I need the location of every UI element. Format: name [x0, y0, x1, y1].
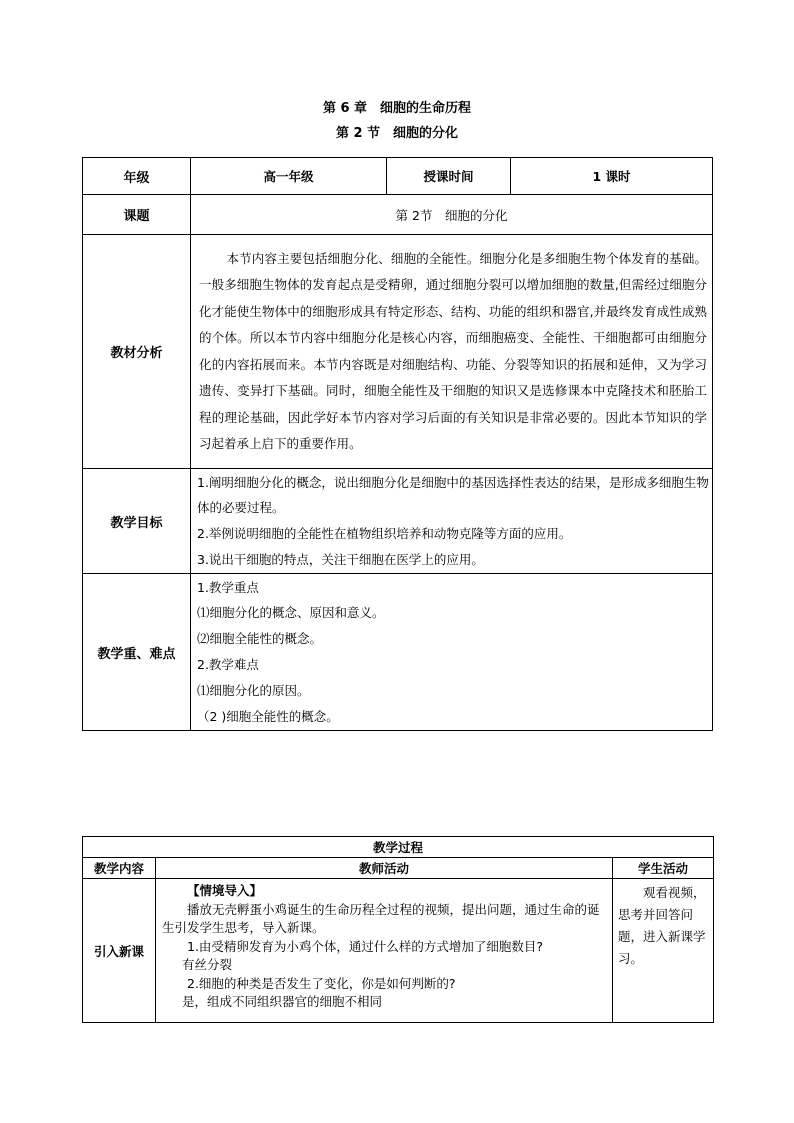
goal-item: 1.阐明细胞分化的概念，说出细胞分化是细胞中的基因选择性表达的结果，是形成多细胞生物体的必要过程。 — [197, 474, 709, 516]
grade-label: 年级 — [83, 158, 191, 195]
key-point-item: ⑵细胞全能性的概念。 — [197, 631, 323, 647]
topic-row — [83, 195, 713, 235]
col-header-content: 教学内容 — [83, 858, 156, 879]
col-header-student: 学生活动 — [613, 858, 714, 879]
col-header-teacher: 教师活动 — [156, 858, 613, 879]
process-title-row — [83, 837, 714, 858]
goal-item: 3.说出干细胞的特点，关注干细胞在医学上的应用。 — [197, 551, 484, 567]
goal-item: 2.举例说明细胞的全能性在植物组织培养和动物克隆等方面的应用。 — [197, 526, 572, 541]
chapter-title: 第 6 章 细胞的生命历程 — [322, 101, 472, 116]
key-points-label: 教学重、难点 — [83, 574, 191, 731]
goals-label: 教学目标 — [83, 469, 191, 574]
section-title: 第 2 节 细胞的分化 — [335, 126, 459, 141]
teacher-answer: 是，组成不同组织器官的细胞不相同 — [182, 994, 383, 1009]
process-header-row — [83, 858, 714, 879]
time-value: 1 课时 — [511, 158, 713, 195]
key-point-item: 2.教学难点 — [197, 657, 259, 672]
time-label: 授课时间 — [387, 158, 511, 195]
key-point-item: （2 )细胞全能性的概念。 — [197, 708, 339, 724]
topic-value: 第 2节 细胞的分化 — [191, 195, 713, 235]
key-point-item: 1.教学重点 — [197, 579, 259, 595]
topic-label: 课题 — [83, 195, 191, 235]
teacher-answer: 有丝分裂 — [182, 957, 233, 972]
row-content-label: 引入新课 — [83, 879, 156, 1023]
grade-row — [83, 158, 713, 195]
teacher-text: 播放无壳孵蛋小鸡诞生的生命历程全过程的视频，提出问题，通过生命的诞生引发学生思考，导入新课。 — [162, 901, 600, 935]
key-point-item: ⑴细胞分化的原因。 — [197, 682, 310, 698]
key-point-item: ⑴细胞分化的概念、原因和意义。 — [197, 605, 385, 621]
teaching-process-table — [82, 836, 714, 1023]
teacher-question: 1.由受精卵发育为小鸡个体，通过什么样的方式增加了细胞数目? — [187, 938, 544, 954]
goals-row — [83, 469, 713, 574]
process-title: 教学过程 — [83, 837, 714, 858]
analysis-text: 本节内容主要包括细胞分化、细胞的全能性。细胞分化是多细胞生物个体发育的基础。一般多细胞生物体的发育起点是受精卵，通过细胞分裂可以增加细胞的数量,但需经过细胞分化才能使生物体中的细胞形成具有特定形态、结构、功能的组织和器官,并最终发育成性成熟的个体。所以本节内容中细胞分化是核心内容，而细胞癌变、全能性、干细胞都可由细胞分化的内容拓展而来。本节内容既是对细胞结构、功能、分裂等知识的拓展和延伸，又为学习遗传、变异打下基础。同时，细胞全能性及干细胞的知识又是选修课本中克隆技术和胚胎工程的理论基础，因此学好本节内容对学习后面的有关知识是非常必要的。因此本节知识的学习起着承上启下的重要作用。 — [199, 250, 707, 451]
teacher-question: 2.细胞的种类是否发生了变化，你是如何判断的? — [187, 975, 456, 991]
grade-value: 高一年级 — [191, 158, 387, 195]
student-activity: 观看视频，思考并回答问题，进入新课学习。 — [618, 885, 706, 966]
process-row — [83, 879, 714, 1023]
lesson-info-table — [82, 157, 713, 731]
key-points-row — [83, 574, 713, 731]
analysis-label: 教材分析 — [83, 235, 191, 469]
teacher-heading: 【情境导入】 — [187, 883, 263, 898]
analysis-row — [83, 235, 713, 469]
